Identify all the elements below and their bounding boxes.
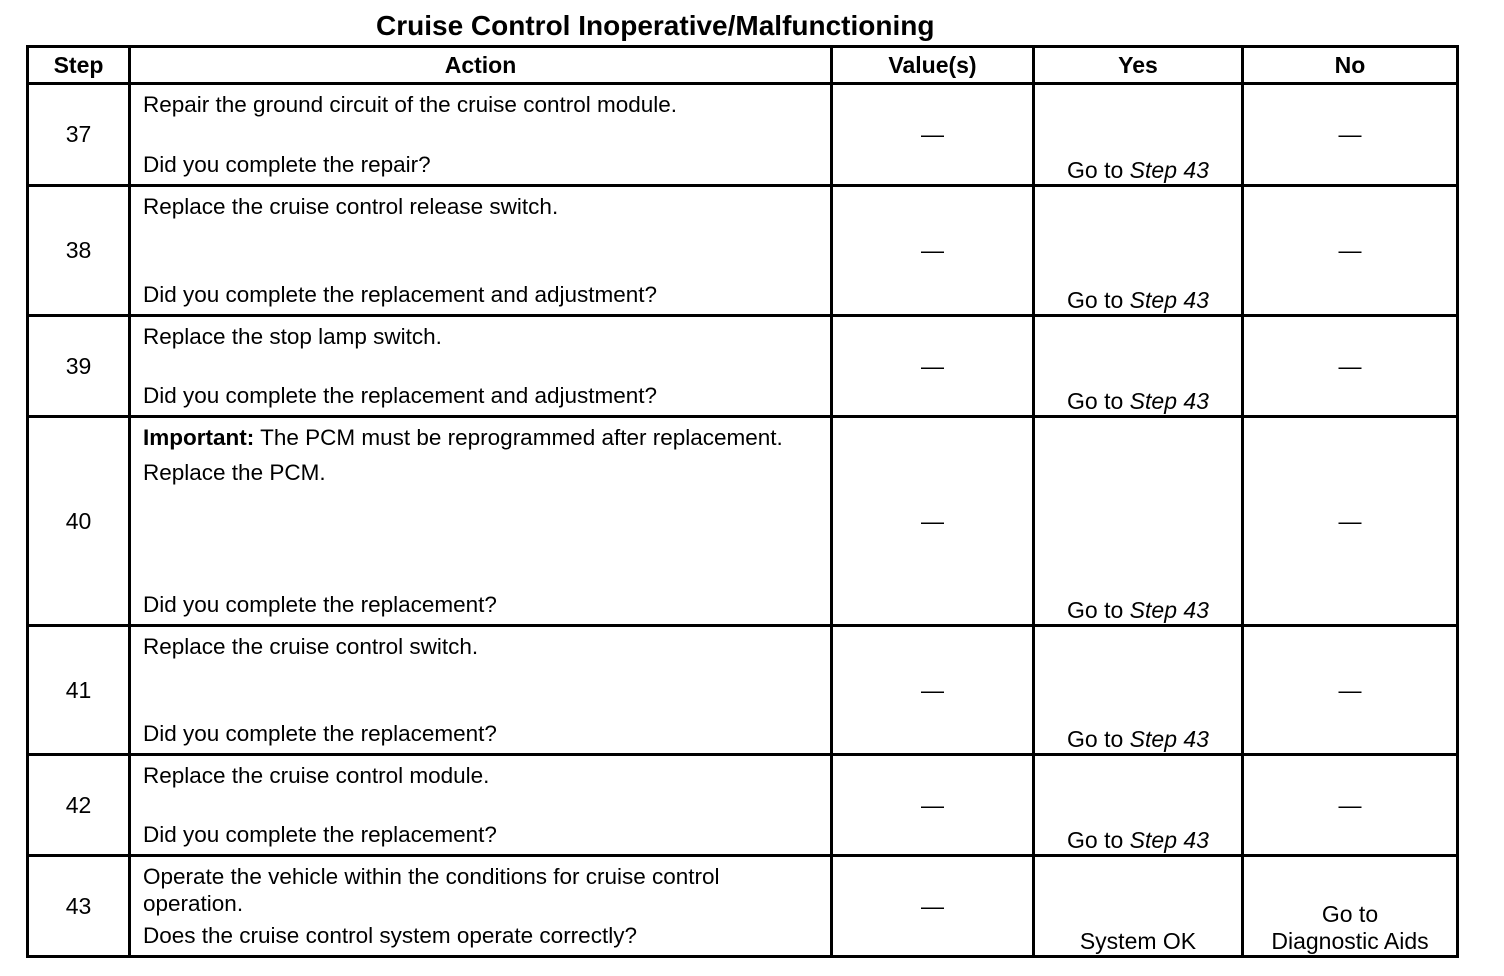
column-header-no: No (1243, 47, 1458, 84)
yes-step-link[interactable]: Step 43 (1129, 827, 1209, 853)
table-row (28, 316, 1458, 417)
yes-prefix: Go to (1067, 597, 1130, 623)
value-cell: — (832, 316, 1034, 417)
yes-cell (1034, 186, 1243, 316)
no-goto-label: Go to (1321, 901, 1379, 927)
action-question: Did you complete the replacement and adjustment? (143, 282, 658, 307)
table-row (28, 626, 1458, 755)
action-cell (130, 856, 832, 957)
yes-step-link[interactable]: Step 43 (1129, 726, 1209, 752)
value-cell: — (832, 626, 1034, 755)
important-text: The PCM must be reprogrammed after replacement. (254, 425, 783, 450)
value-cell: — (832, 755, 1034, 856)
yes-step-link[interactable]: Step 43 (1129, 597, 1209, 623)
step-number: 43 (28, 856, 130, 957)
action-text: Repair the ground circuit of the cruise control module. (143, 92, 678, 117)
action-question: Did you complete the replacement? (143, 721, 497, 746)
step-number: 37 (28, 84, 130, 186)
no-cell: — (1243, 84, 1458, 186)
column-header-action: Action (130, 47, 832, 84)
page-title: Cruise Control Inoperative/Malfunctioning (376, 10, 935, 41)
yes-step-link[interactable]: Step 43 (1129, 157, 1209, 183)
value-cell: — (832, 84, 1034, 186)
action-text: Replace the PCM. (143, 460, 326, 485)
important-label: Important: (143, 425, 255, 450)
action-cell (130, 84, 832, 186)
step-number: 39 (28, 316, 130, 417)
action-text: Replace the cruise control switch. (143, 634, 479, 659)
yes-prefix: Go to (1067, 157, 1130, 183)
no-cell: — (1243, 186, 1458, 316)
action-text: Replace the stop lamp switch. (143, 324, 442, 349)
action-text: Operate the vehicle within the conditions for cruise control operation. (143, 864, 720, 916)
no-cell (1243, 856, 1458, 957)
step-number: 40 (28, 417, 130, 626)
yes-cell (1034, 626, 1243, 755)
diagnostic-table (26, 45, 1459, 958)
table-header-row (28, 47, 1458, 84)
table-row (28, 84, 1458, 186)
table-row (28, 755, 1458, 856)
action-question: Does the cruise control system operate correctly? (143, 923, 637, 948)
action-question: Did you complete the replacement? (143, 822, 497, 847)
no-cell: — (1243, 316, 1458, 417)
action-text: Replace the cruise control module. (143, 763, 490, 788)
yes-prefix: Go to (1067, 287, 1130, 313)
table-row (28, 186, 1458, 316)
yes-cell (1034, 755, 1243, 856)
yes-step-link[interactable]: Step 43 (1129, 388, 1209, 414)
action-cell (130, 417, 832, 626)
step-number: 41 (28, 626, 130, 755)
column-header-yes: Yes (1034, 47, 1243, 84)
value-cell: — (832, 417, 1034, 626)
yes-cell (1034, 417, 1243, 626)
table-row (28, 856, 1458, 957)
action-cell (130, 186, 832, 316)
action-question: Did you complete the replacement and adjustment? (143, 383, 658, 408)
yes-cell (1034, 84, 1243, 186)
yes-prefix: Go to (1067, 388, 1130, 414)
value-cell: — (832, 856, 1034, 957)
action-cell (130, 755, 832, 856)
step-number: 42 (28, 755, 130, 856)
action-cell (130, 316, 832, 417)
no-cell: — (1243, 417, 1458, 626)
value-cell: — (832, 186, 1034, 316)
yes-prefix: Go to (1067, 827, 1130, 853)
column-header-values: Value(s) (832, 47, 1034, 84)
table-row (28, 417, 1458, 626)
yes-cell (1034, 856, 1243, 957)
no-diagnostic-aids-link[interactable]: Diagnostic Aids (1271, 928, 1429, 954)
no-cell: — (1243, 626, 1458, 755)
important-note (143, 424, 820, 451)
action-question: Did you complete the replacement? (143, 592, 497, 617)
action-cell (130, 626, 832, 755)
action-question: Did you complete the repair? (143, 152, 431, 177)
column-header-step: Step (28, 47, 130, 84)
step-number: 38 (28, 186, 130, 316)
action-text: Replace the cruise control release switch. (143, 194, 559, 219)
yes-step-link[interactable]: Step 43 (1129, 287, 1209, 313)
yes-cell (1034, 316, 1243, 417)
yes-prefix: Go to (1067, 726, 1130, 752)
no-cell: — (1243, 755, 1458, 856)
yes-system-ok: System OK (1079, 928, 1197, 954)
